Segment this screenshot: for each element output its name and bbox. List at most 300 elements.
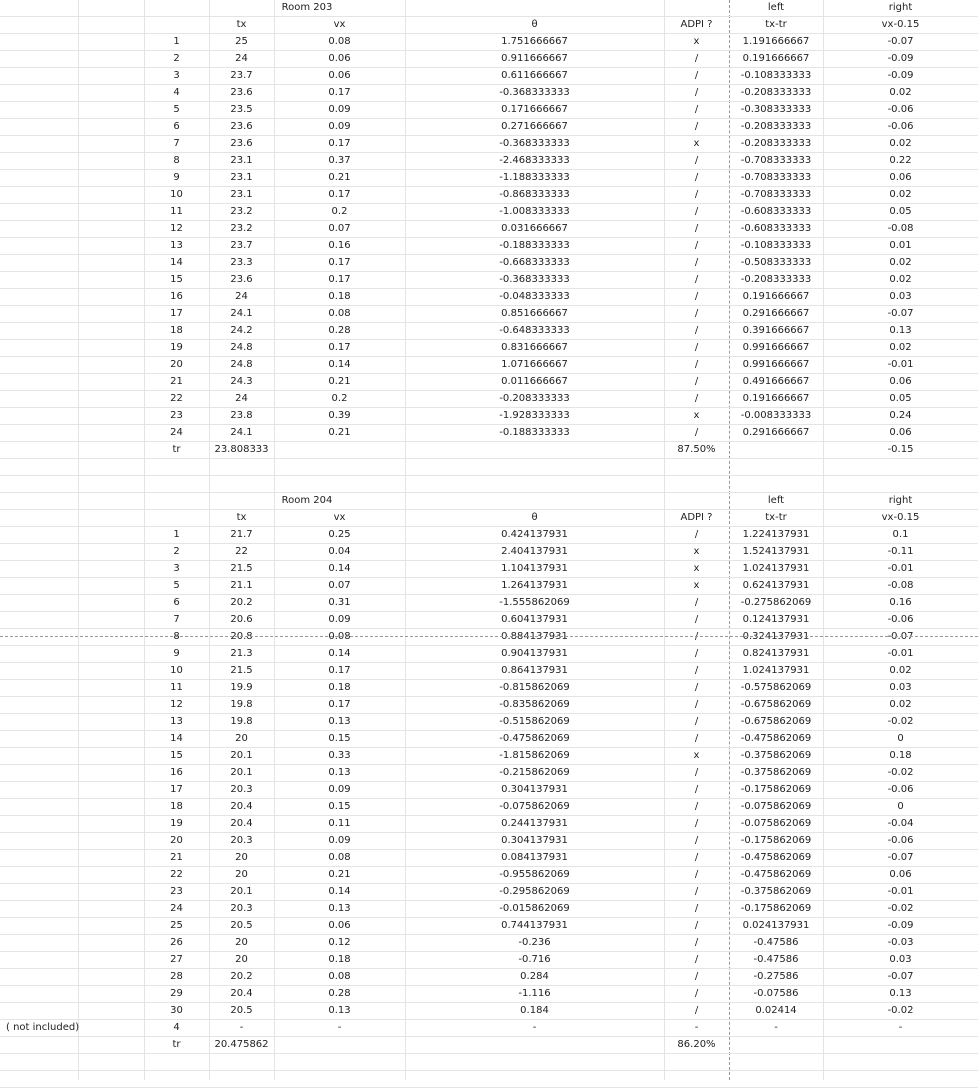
cell-left[interactable]: 0.191666667 [742, 53, 810, 64]
cell-index[interactable]: 26 [170, 937, 183, 948]
cell-right[interactable]: -0.03 [887, 937, 914, 948]
cell-left[interactable]: -0.608333333 [740, 223, 812, 234]
cell-right[interactable]: -0.07 [887, 36, 914, 47]
adpi-percentage[interactable]: 87.50% [677, 444, 716, 455]
cell-right[interactable]: -0.07 [887, 308, 914, 319]
header-left[interactable]: left [767, 2, 785, 13]
cell-tx[interactable]: 23.2 [230, 206, 253, 217]
cell-tx[interactable]: 23.2 [230, 223, 253, 234]
cell-tx[interactable]: 20.4 [230, 801, 253, 812]
cell-right[interactable]: -0.09 [887, 70, 914, 81]
cell-left[interactable]: -0.675862069 [740, 699, 812, 710]
cell-adpi[interactable]: / [694, 971, 699, 982]
cell-adpi[interactable]: / [694, 648, 699, 659]
cell-adpi[interactable]: / [694, 529, 699, 540]
cell-tx[interactable]: 20 [235, 733, 248, 744]
header-tx-minus-tr[interactable]: tx-tr [765, 512, 787, 523]
cell-vx[interactable]: 0.37 [328, 155, 351, 166]
cell-index[interactable]: 5 [173, 580, 180, 591]
cell-index[interactable]: 24 [170, 427, 183, 438]
cell-tx[interactable]: 23.6 [230, 87, 253, 98]
cell-adpi[interactable]: / [694, 223, 699, 234]
cell-theta[interactable]: 0.911666667 [501, 53, 568, 64]
cell-tx[interactable]: 23.7 [230, 240, 253, 251]
cell-right[interactable]: 0.02 [889, 699, 912, 710]
cell-index[interactable]: 3 [173, 563, 180, 574]
cell-adpi[interactable]: x [693, 36, 700, 47]
cell-adpi[interactable]: / [694, 70, 699, 81]
cell-left[interactable]: -0.27586 [753, 971, 799, 982]
cell-left[interactable]: -0.675862069 [740, 716, 812, 727]
cell-vx[interactable]: 0.15 [328, 801, 351, 812]
cell-index[interactable]: 25 [170, 920, 183, 931]
cell-adpi[interactable]: / [694, 920, 699, 931]
cell-theta[interactable]: 0.171666667 [501, 104, 568, 115]
cell-vx[interactable]: 0.08 [328, 308, 351, 319]
cell-tx[interactable]: 20 [235, 869, 248, 880]
cell-theta[interactable]: -1.555862069 [499, 597, 570, 608]
cell-vx[interactable]: 0.08 [328, 852, 351, 863]
cell-right[interactable]: -0.06 [887, 614, 914, 625]
cell-right[interactable]: -0.02 [887, 903, 914, 914]
cell-index[interactable]: 30 [170, 1005, 183, 1016]
cell-theta[interactable]: 0.304137931 [501, 835, 568, 846]
cell-tx[interactable]: 23.6 [230, 274, 253, 285]
cell-right[interactable]: 0.01 [889, 240, 912, 251]
cell-tx[interactable]: 20.2 [230, 597, 253, 608]
cell-adpi[interactable]: - [694, 1022, 699, 1033]
cell-tx[interactable]: - [239, 1022, 244, 1033]
cell-tx[interactable]: 23.5 [230, 104, 253, 115]
cell-theta[interactable]: 0.184 [520, 1005, 549, 1016]
cell-index[interactable]: 18 [170, 801, 183, 812]
cell-index[interactable]: 9 [173, 172, 180, 183]
cell-tx[interactable]: 23.6 [230, 121, 253, 132]
cell-theta[interactable]: 0.084137931 [501, 852, 568, 863]
cell-theta[interactable]: -0.236 [518, 937, 551, 948]
cell-tx[interactable]: 21.1 [230, 580, 253, 591]
cell-left[interactable]: -0.708333333 [740, 189, 812, 200]
cell-index[interactable]: 13 [170, 240, 183, 251]
cell-vx[interactable]: - [337, 1022, 342, 1033]
cell-right[interactable]: 0.06 [889, 376, 912, 387]
cell-right[interactable]: 0.05 [889, 393, 912, 404]
cell-adpi[interactable]: / [694, 172, 699, 183]
cell-adpi[interactable]: / [694, 155, 699, 166]
cell-theta[interactable]: -0.015862069 [499, 903, 570, 914]
cell-theta[interactable]: -0.475862069 [499, 733, 570, 744]
cell-vx[interactable]: 0.06 [328, 70, 351, 81]
header-vx[interactable]: vx [333, 19, 346, 30]
cell-left[interactable]: 0.991666667 [742, 359, 810, 370]
cell-tx[interactable]: 24.2 [230, 325, 253, 336]
cell-theta[interactable]: -0.048333333 [499, 291, 570, 302]
cell-vx[interactable]: 0.15 [328, 733, 351, 744]
cell-vx[interactable]: 0.06 [328, 53, 351, 64]
cell-vx[interactable]: 0.13 [328, 716, 351, 727]
cell-left[interactable]: -0.008333333 [740, 410, 812, 421]
header-tx[interactable]: tx [236, 19, 247, 30]
cell-right[interactable]: 0 [897, 733, 904, 744]
cell-index[interactable]: 6 [173, 121, 180, 132]
cell-theta[interactable]: 0.884137931 [501, 631, 568, 642]
cell-theta[interactable]: 0.851666667 [501, 308, 568, 319]
cell-right[interactable]: 0.02 [889, 274, 912, 285]
cell-theta[interactable]: 0.244137931 [501, 818, 568, 829]
cell-tx[interactable]: 22 [235, 546, 248, 557]
cell-tx[interactable]: 24.8 [230, 359, 253, 370]
cell-left[interactable]: 0.191666667 [742, 393, 810, 404]
cell-adpi[interactable]: / [694, 87, 699, 98]
cell-tx[interactable]: 20 [235, 937, 248, 948]
cell-index[interactable]: 20 [170, 835, 183, 846]
tr-value[interactable]: 20.475862 [214, 1039, 269, 1050]
cell-adpi[interactable]: / [694, 835, 699, 846]
cell-right[interactable]: -0.01 [887, 563, 914, 574]
cell-right[interactable]: 0.05 [889, 206, 912, 217]
cell-adpi[interactable]: / [694, 104, 699, 115]
cell-theta[interactable]: -1.188333333 [499, 172, 570, 183]
cell-tx[interactable]: 20.2 [230, 971, 253, 982]
cell-theta[interactable]: 0.831666667 [501, 342, 568, 353]
cell-theta[interactable]: -1.815862069 [499, 750, 570, 761]
cell-tx[interactable]: 20.6 [230, 614, 253, 625]
cell-right[interactable]: 0.16 [889, 597, 912, 608]
cell-theta[interactable]: -0.368333333 [499, 274, 570, 285]
cell-adpi[interactable]: / [694, 257, 699, 268]
cell-theta[interactable]: 0.011666667 [501, 376, 568, 387]
cell-left[interactable]: -0.47586 [753, 954, 799, 965]
cell-adpi[interactable]: / [694, 359, 699, 370]
cell-tx[interactable]: 24 [235, 53, 248, 64]
cell-adpi[interactable]: x [693, 563, 700, 574]
cell-adpi[interactable]: / [694, 376, 699, 387]
cell-vx[interactable]: 0.31 [328, 597, 351, 608]
cell-left[interactable]: -0.475862069 [740, 869, 812, 880]
cell-index[interactable]: 15 [170, 274, 183, 285]
cell-theta[interactable]: 0.611666667 [501, 70, 568, 81]
header-adpi[interactable]: ADPI ? [680, 512, 713, 523]
cell-tx[interactable]: 20.3 [230, 784, 253, 795]
cell-right[interactable]: -0.01 [887, 648, 914, 659]
cell-vx[interactable]: 0.13 [328, 1005, 351, 1016]
cell-index[interactable]: 8 [173, 631, 180, 642]
cell-index[interactable]: 18 [170, 325, 183, 336]
cell-index[interactable]: 7 [173, 138, 180, 149]
cell-right[interactable]: -0.07 [887, 631, 914, 642]
cell-theta[interactable]: 1.071666667 [501, 359, 568, 370]
cell-left[interactable]: 1.224137931 [742, 529, 810, 540]
cell-tx[interactable]: 20.5 [230, 1005, 253, 1016]
cell-theta[interactable]: -0.208333333 [499, 393, 570, 404]
cell-vx[interactable]: 0.17 [328, 342, 351, 353]
cell-adpi[interactable]: / [694, 665, 699, 676]
cell-right[interactable]: 0.02 [889, 138, 912, 149]
cell-right[interactable]: -0.09 [887, 920, 914, 931]
cell-adpi[interactable]: / [694, 325, 699, 336]
cell-vx[interactable]: 0.07 [328, 223, 351, 234]
cell-vx[interactable]: 0.21 [328, 427, 351, 438]
cell-tx[interactable]: 24 [235, 393, 248, 404]
cell-right[interactable]: -0.08 [887, 580, 914, 591]
cell-vx[interactable]: 0.08 [328, 631, 351, 642]
cell-left[interactable]: 0.291666667 [742, 427, 810, 438]
cell-theta[interactable]: -1.928333333 [499, 410, 570, 421]
cell-vx[interactable]: 0.14 [328, 563, 351, 574]
header-right[interactable]: right [888, 2, 913, 13]
cell-left[interactable]: 0.024137931 [742, 920, 810, 931]
cell-left[interactable]: -0.375862069 [740, 767, 812, 778]
cell-adpi[interactable]: / [694, 784, 699, 795]
cell-theta[interactable]: 0.604137931 [501, 614, 568, 625]
cell-theta[interactable]: 0.304137931 [501, 784, 568, 795]
cell-right[interactable]: -0.02 [887, 716, 914, 727]
cell-index[interactable]: 16 [170, 291, 183, 302]
cell-adpi[interactable]: / [694, 206, 699, 217]
cell-tx[interactable]: 19.9 [230, 682, 253, 693]
cell-index[interactable]: 4 [173, 87, 180, 98]
cell-theta[interactable]: -0.716 [518, 954, 551, 965]
cell-tx[interactable]: 20.5 [230, 920, 253, 931]
cell-adpi[interactable]: / [694, 903, 699, 914]
cell-index[interactable]: 6 [173, 597, 180, 608]
cell-right[interactable]: -0.07 [887, 971, 914, 982]
cell-index[interactable]: 10 [170, 189, 183, 200]
cell-adpi[interactable]: / [694, 240, 699, 251]
cell-left[interactable]: 1.024137931 [742, 665, 810, 676]
cell-tx[interactable]: 21.7 [230, 529, 253, 540]
cell-index[interactable]: 9 [173, 648, 180, 659]
cell-right[interactable]: - [898, 1022, 903, 1033]
cell-theta[interactable]: 2.404137931 [501, 546, 568, 557]
cell-left[interactable]: -0.075862069 [740, 818, 812, 829]
cell-vx[interactable]: 0.09 [328, 121, 351, 132]
cell-adpi[interactable]: / [694, 869, 699, 880]
cell-theta[interactable]: -0.215862069 [499, 767, 570, 778]
cell-theta[interactable]: -2.468333333 [499, 155, 570, 166]
cell-tx[interactable]: 24.8 [230, 342, 253, 353]
cell-theta[interactable]: 0.864137931 [501, 665, 568, 676]
cell-right[interactable]: -0.02 [887, 767, 914, 778]
cell-tx[interactable]: 23.1 [230, 172, 253, 183]
cell-adpi[interactable]: / [694, 631, 699, 642]
cell-right[interactable]: 0.06 [889, 427, 912, 438]
cell-adpi[interactable]: / [694, 716, 699, 727]
right-average[interactable] [823, 1037, 978, 1054]
cell-theta[interactable]: 0.284 [520, 971, 549, 982]
room-title[interactable]: Room 204 [281, 495, 333, 506]
cell-tx[interactable]: 23.8 [230, 410, 253, 421]
cell-tx[interactable]: 21.5 [230, 563, 253, 574]
cell-tx[interactable]: 20 [235, 954, 248, 965]
cell-adpi[interactable]: / [694, 682, 699, 693]
cell-theta[interactable]: -0.955862069 [499, 869, 570, 880]
cell-vx[interactable]: 0.08 [328, 36, 351, 47]
cell-right[interactable]: 0.02 [889, 189, 912, 200]
cell-theta[interactable]: 1.104137931 [501, 563, 568, 574]
cell-index[interactable]: 19 [170, 342, 183, 353]
cell-left[interactable]: -0.108333333 [740, 240, 812, 251]
cell-index[interactable]: 22 [170, 393, 183, 404]
cell-tx[interactable]: 20.4 [230, 988, 253, 999]
cell-right[interactable]: 0.13 [889, 325, 912, 336]
cell-tx[interactable]: 23.1 [230, 155, 253, 166]
cell-left[interactable]: 0.191666667 [742, 291, 810, 302]
cell-right[interactable]: 0.02 [889, 87, 912, 98]
cell-left[interactable]: -0.208333333 [740, 274, 812, 285]
cell-vx[interactable]: 0.25 [328, 529, 351, 540]
cell-theta[interactable]: -0.648333333 [499, 325, 570, 336]
cell-theta[interactable]: -0.815862069 [499, 682, 570, 693]
cell-vx[interactable]: 0.17 [328, 699, 351, 710]
cell-left[interactable]: 1.524137931 [742, 546, 810, 557]
cell-tx[interactable]: 20.1 [230, 750, 253, 761]
cell-left[interactable]: -0.708333333 [740, 155, 812, 166]
cell-right[interactable]: 0.13 [889, 988, 912, 999]
cell-left[interactable]: -0.175862069 [740, 903, 812, 914]
cell-right[interactable]: -0.04 [887, 818, 914, 829]
cell-index[interactable]: 2 [173, 546, 180, 557]
cell-vx[interactable]: 0.17 [328, 189, 351, 200]
cell-tx[interactable]: 23.1 [230, 189, 253, 200]
cell-theta[interactable]: -0.075862069 [499, 801, 570, 812]
cell-index[interactable]: 5 [173, 104, 180, 115]
cell-right[interactable]: -0.06 [887, 835, 914, 846]
cell-adpi[interactable]: / [694, 801, 699, 812]
cell-left[interactable]: -0.508333333 [740, 257, 812, 268]
cell-adpi[interactable]: x [693, 580, 700, 591]
cell-tx[interactable]: 20.4 [230, 818, 253, 829]
header-tx[interactable]: tx [236, 512, 247, 523]
cell-index[interactable]: 11 [170, 206, 183, 217]
cell-theta[interactable]: -0.188333333 [499, 427, 570, 438]
cell-adpi[interactable]: / [694, 121, 699, 132]
cell-adpi[interactable]: x [693, 546, 700, 557]
cell-tx[interactable]: 24.1 [230, 427, 253, 438]
cell-index[interactable]: 17 [170, 308, 183, 319]
cell-theta[interactable]: 0.271666667 [501, 121, 568, 132]
not-included-note[interactable]: ( not included) [6, 1022, 80, 1033]
cell-index[interactable]: 7 [173, 614, 180, 625]
cell-left[interactable]: 0.324137931 [742, 631, 810, 642]
cell-vx[interactable]: 0.17 [328, 665, 351, 676]
cell-index[interactable]: 21 [170, 376, 183, 387]
cell-left[interactable]: -0.175862069 [740, 784, 812, 795]
cell-left[interactable]: -0.475862069 [740, 852, 812, 863]
cell-tx[interactable]: 21.5 [230, 665, 253, 676]
cell-theta[interactable]: 0.424137931 [501, 529, 568, 540]
cell-vx[interactable]: 0.2 [331, 206, 348, 217]
cell-theta[interactable]: -0.835862069 [499, 699, 570, 710]
cell-right[interactable]: -0.06 [887, 104, 914, 115]
cell-right[interactable]: 0.03 [889, 682, 912, 693]
cell-index[interactable]: 4 [173, 1022, 180, 1033]
cell-right[interactable]: 0.02 [889, 342, 912, 353]
cell-vx[interactable]: 0.13 [328, 903, 351, 914]
cell-left[interactable]: 0.291666667 [742, 308, 810, 319]
cell-index[interactable]: 17 [170, 784, 183, 795]
cell-index[interactable]: 20 [170, 359, 183, 370]
cell-left[interactable]: -0.308333333 [740, 104, 812, 115]
cell-index[interactable]: 16 [170, 767, 183, 778]
cell-theta[interactable]: -0.515862069 [499, 716, 570, 727]
cell-tx[interactable]: 24.1 [230, 308, 253, 319]
cell-theta[interactable]: -1.116 [518, 988, 551, 999]
cell-theta[interactable]: 0.744137931 [501, 920, 568, 931]
cell-tx[interactable]: 20.1 [230, 767, 253, 778]
cell-left[interactable]: -0.47586 [753, 937, 799, 948]
cell-vx[interactable]: 0.28 [328, 325, 351, 336]
cell-left[interactable]: -0.208333333 [740, 121, 812, 132]
cell-right[interactable]: -0.06 [887, 784, 914, 795]
cell-left[interactable]: 0.02414 [755, 1005, 797, 1016]
cell-right[interactable]: 0.06 [889, 869, 912, 880]
cell-theta[interactable]: 0.904137931 [501, 648, 568, 659]
cell-right[interactable]: -0.01 [887, 886, 914, 897]
cell-vx[interactable]: 0.14 [328, 886, 351, 897]
cell-vx[interactable]: 0.16 [328, 240, 351, 251]
cell-tx[interactable]: 25 [235, 36, 248, 47]
header-theta[interactable]: θ [531, 512, 538, 523]
cell-right[interactable]: -0.11 [887, 546, 914, 557]
cell-left[interactable]: 1.024137931 [742, 563, 810, 574]
cell-adpi[interactable]: / [694, 767, 699, 778]
cell-left[interactable]: -0.208333333 [740, 138, 812, 149]
cell-vx[interactable]: 0.09 [328, 784, 351, 795]
cell-vx[interactable]: 0.13 [328, 767, 351, 778]
cell-left[interactable]: -0.608333333 [740, 206, 812, 217]
cell-tx[interactable]: 20.1 [230, 886, 253, 897]
cell-index[interactable]: 12 [170, 223, 183, 234]
cell-right[interactable]: -0.06 [887, 121, 914, 132]
tr-value[interactable]: 23.808333 [214, 444, 269, 455]
cell-left[interactable]: 0.824137931 [742, 648, 810, 659]
cell-right[interactable]: 0.03 [889, 954, 912, 965]
cell-vx[interactable]: 0.12 [328, 937, 351, 948]
cell-right[interactable]: 0.06 [889, 172, 912, 183]
cell-left[interactable]: -0.375862069 [740, 750, 812, 761]
cell-adpi[interactable]: / [694, 818, 699, 829]
cell-adpi[interactable]: / [694, 954, 699, 965]
cell-tx[interactable]: 23.7 [230, 70, 253, 81]
cell-left[interactable]: -0.208333333 [740, 87, 812, 98]
cell-vx[interactable]: 0.09 [328, 614, 351, 625]
cell-vx[interactable]: 0.14 [328, 648, 351, 659]
cell-right[interactable]: -0.08 [887, 223, 914, 234]
cell-right[interactable]: 0.02 [889, 257, 912, 268]
cell-adpi[interactable]: x [693, 750, 700, 761]
cell-left[interactable]: 0.991666667 [742, 342, 810, 353]
cell-adpi[interactable]: / [694, 308, 699, 319]
cell-index[interactable]: 14 [170, 733, 183, 744]
cell-adpi[interactable]: / [694, 393, 699, 404]
cell-vx[interactable]: 0.09 [328, 104, 351, 115]
cell-tx[interactable]: 24.3 [230, 376, 253, 387]
cell-adpi[interactable]: / [694, 53, 699, 64]
cell-right[interactable]: 0.18 [889, 750, 912, 761]
cell-tx[interactable]: 20.3 [230, 903, 253, 914]
cell-adpi[interactable]: x [693, 410, 700, 421]
cell-index[interactable]: 29 [170, 988, 183, 999]
cell-vx[interactable]: 0.07 [328, 580, 351, 591]
cell-index[interactable]: 3 [173, 70, 180, 81]
cell-right[interactable]: 0 [897, 801, 904, 812]
cell-vx[interactable]: 0.14 [328, 359, 351, 370]
cell-adpi[interactable]: / [694, 852, 699, 863]
cell-left[interactable]: -0.108333333 [740, 70, 812, 81]
header-vx[interactable]: vx [333, 512, 346, 523]
cell-adpi[interactable]: / [694, 988, 699, 999]
